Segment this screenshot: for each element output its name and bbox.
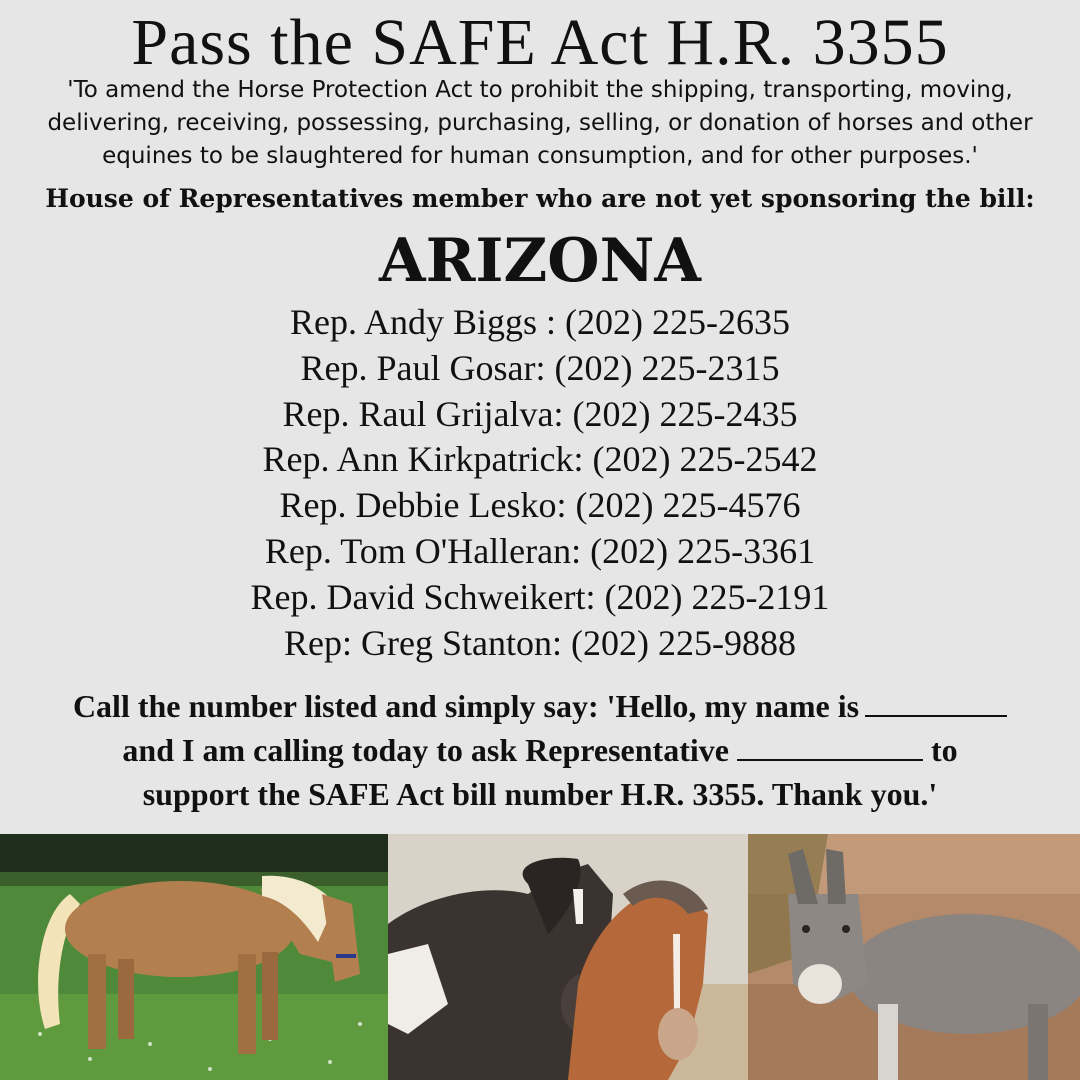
representative-item: Rep. David Schweikert: (202) 225-2191 [250, 576, 830, 617]
call-script-text: to [930, 732, 958, 768]
members-heading: House of Representatives member who are not yet sponsoring the bill: [45, 184, 1035, 213]
representative-list [0, 300, 1080, 666]
bill-description [20, 74, 1060, 173]
state-heading: ARIZONA [379, 226, 701, 296]
wild-horses-image [388, 834, 748, 1080]
representative-item: Rep. Raul Grijalva: (202) 225-2435 [282, 393, 798, 434]
wild-burro-photo [748, 834, 1080, 1080]
bill-description-line: delivering, receiving, possessing, purchasing, selling, or donation of horses and other [47, 110, 1033, 136]
palomino-horse-image [0, 834, 388, 1080]
call-script [0, 684, 1080, 816]
name-blank [865, 689, 1007, 717]
call-script-line: support the SAFE Act bill number H.R. 3355. Thank you.' [142, 776, 938, 812]
palomino-horse-photo [0, 834, 388, 1080]
representative-item: Rep. Paul Gosar: (202) 225-2315 [300, 347, 780, 388]
representative-item: Rep. Andy Biggs : (202) 225-2635 [290, 302, 790, 342]
call-script-text: and I am calling today to ask Representative [122, 732, 729, 768]
call-script-line [0, 684, 1080, 728]
representative-item: Rep. Ann Kirkpatrick: (202) 225-2542 [262, 439, 818, 480]
representative-blank [737, 733, 923, 761]
representative-item: Rep: Greg Stanton: (202) 225-9888 [284, 622, 796, 663]
wild-horses-photo [388, 834, 748, 1080]
representative-item: Rep. Debbie Lesko: (202) 225-4576 [279, 485, 801, 526]
page-title: Pass the SAFE Act H.R. 3355 [131, 6, 949, 79]
bill-description-line: 'To amend the Horse Protection Act to prohibit the shipping, transporting, moving, [67, 77, 1013, 103]
wild-burro-image [748, 834, 1080, 1080]
representative-item: Rep. Tom O'Halleran: (202) 225-3361 [264, 530, 816, 571]
call-script-line [0, 728, 1080, 772]
call-script-text: Call the number listed and simply say: 'Hello, my name is [72, 688, 860, 724]
photo-strip [0, 834, 1080, 1080]
bill-description-line: equines to be slaughtered for human consumption, and for other purposes.' [102, 143, 978, 169]
